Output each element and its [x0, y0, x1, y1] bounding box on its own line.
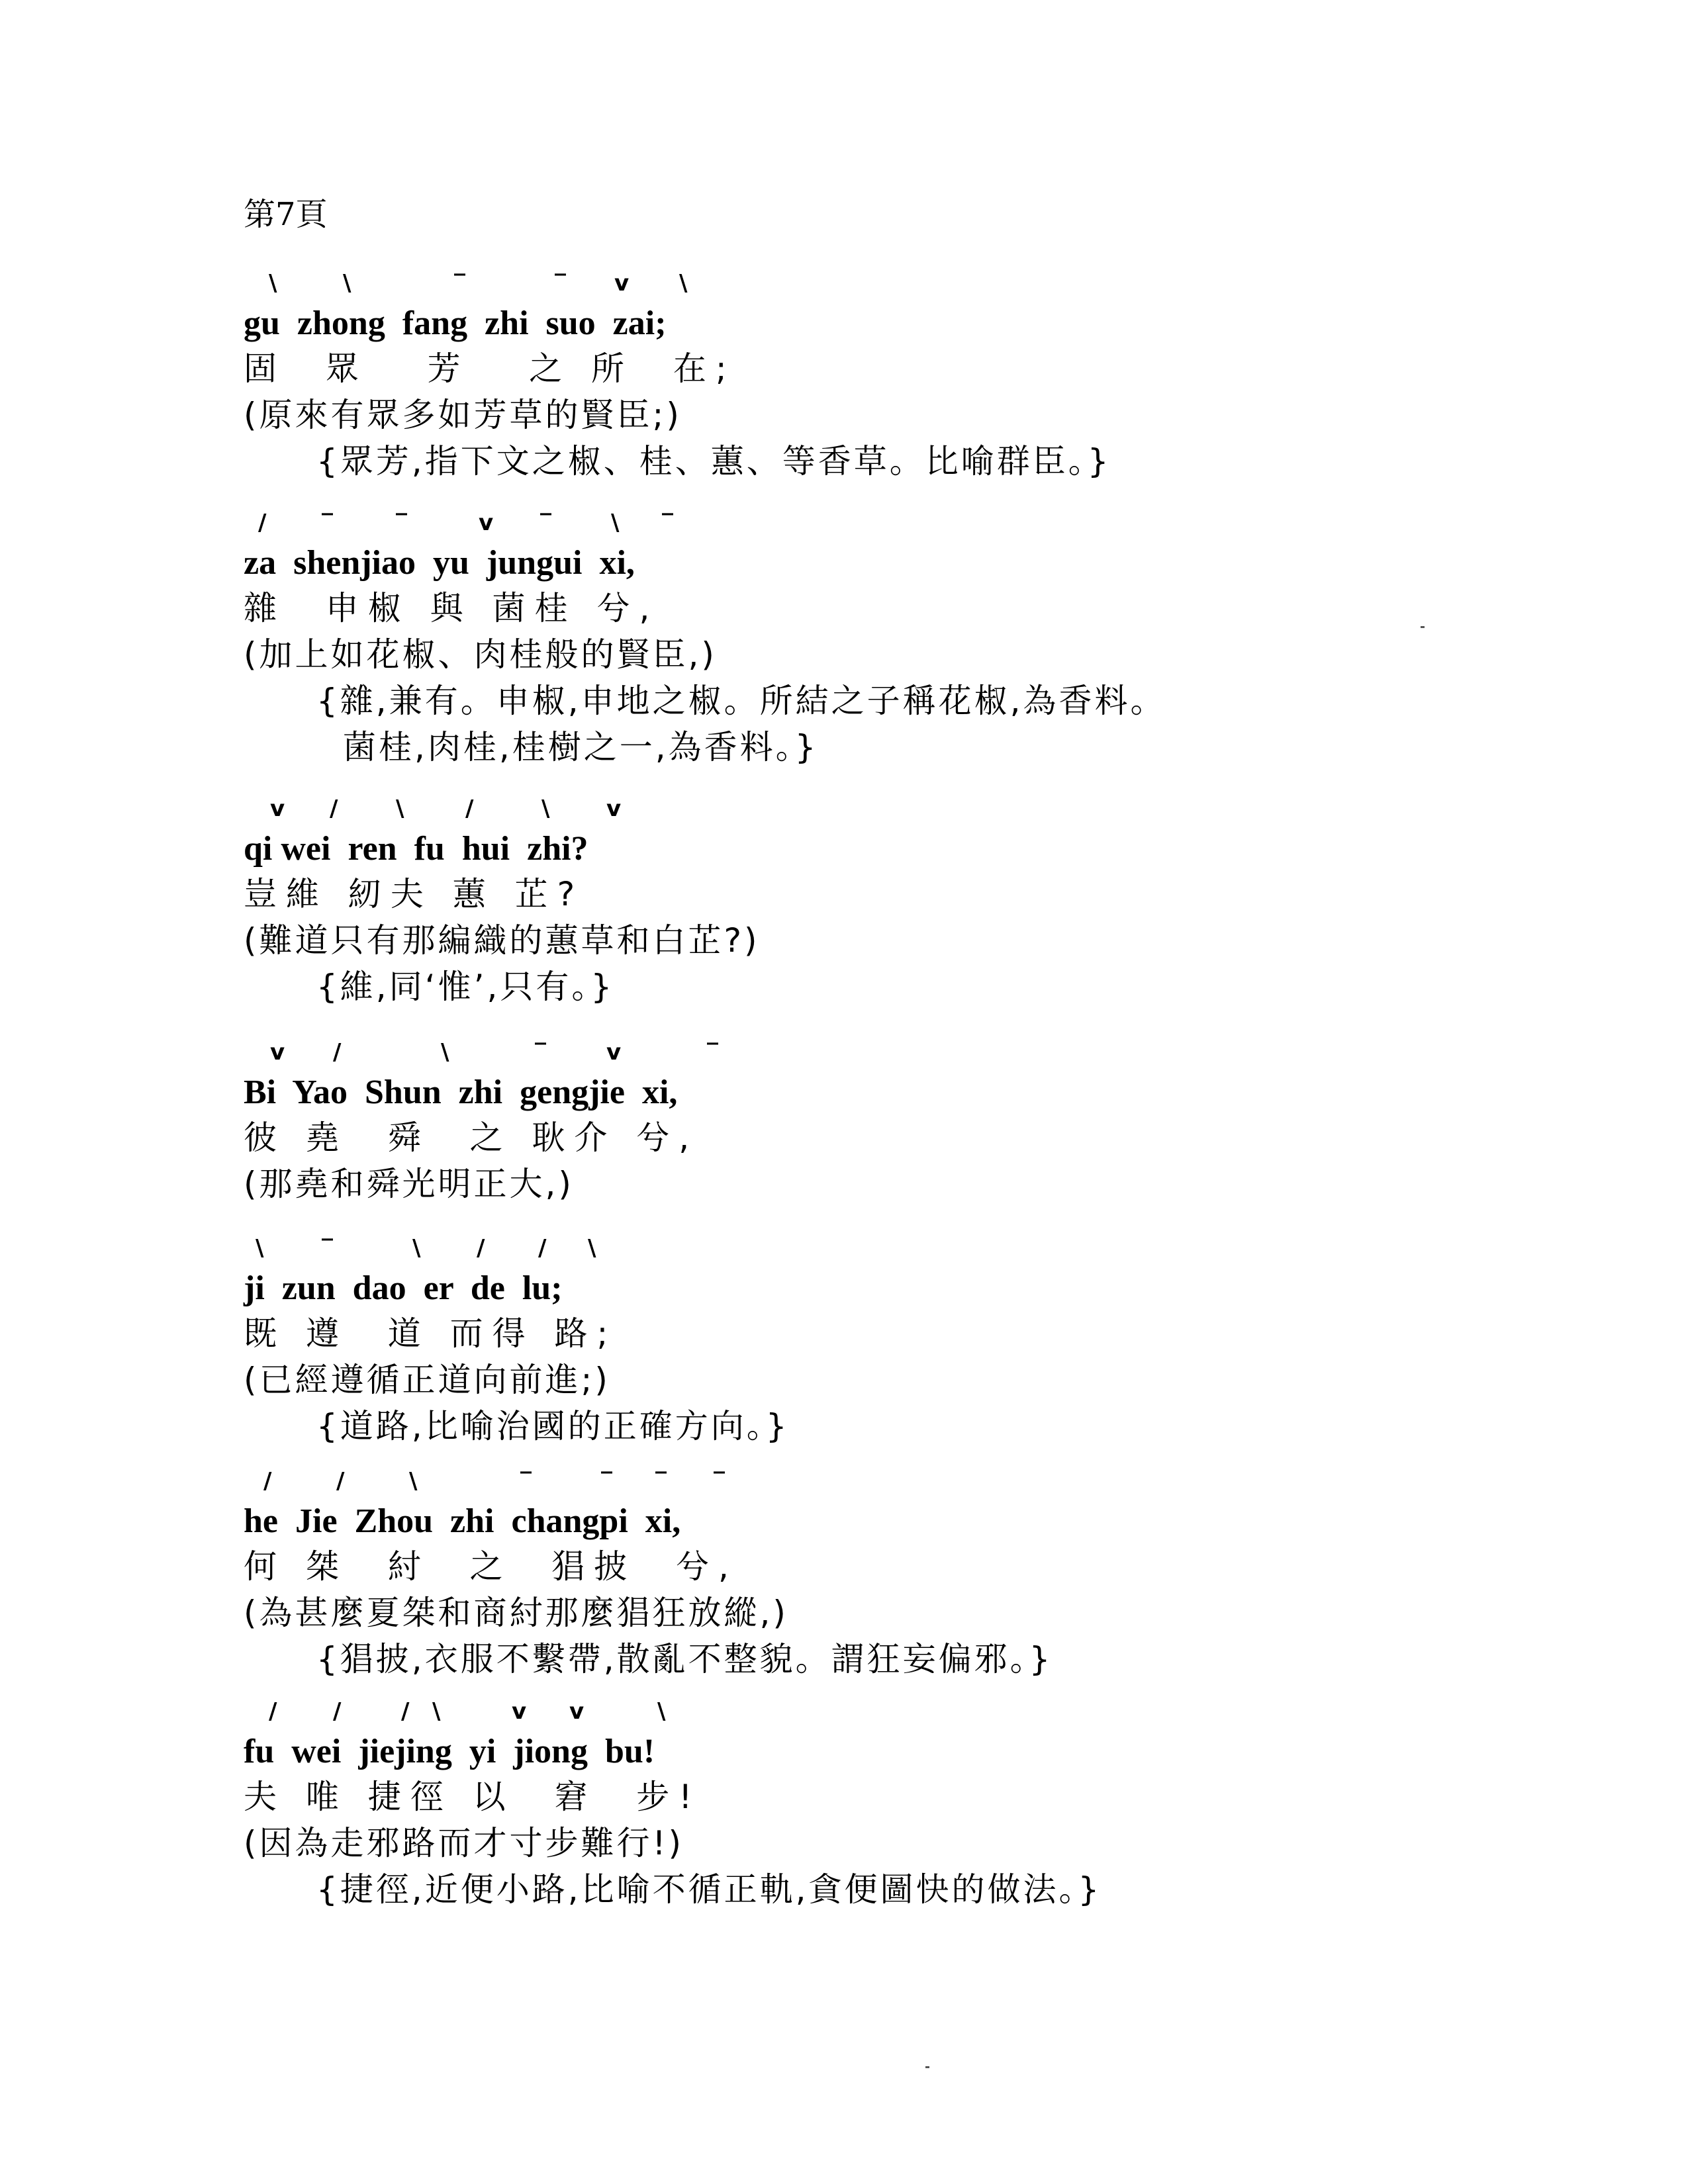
pinyin-line: gu zhong fang zhi suo zai; [244, 304, 667, 342]
hanzi-line: 固 眾 芳 之 所 在; [244, 349, 736, 388]
hanzi-line: 既 遵 道 而得 路; [244, 1314, 618, 1353]
stanza-6 [244, 1463, 1501, 1682]
pinyin-line: he Jie Zhou zhi changpi xi, [244, 1502, 681, 1540]
tone-marks: v / \ ‾ v ‾ [270, 1039, 718, 1066]
tone-marks: / ‾ ‾ v ‾ \ ‾ [258, 510, 673, 536]
tone-marks: v / \ / \ v [270, 796, 622, 822]
annotation-note: {眾芳,指下文之椒、桂、蕙、等香草。比喻群臣。} [316, 442, 1111, 480]
translation-line: (難道只有那編織的蕙草和白芷?) [244, 921, 760, 960]
stanza-1 [244, 265, 1501, 484]
translation-line: (加上如花椒、肉桂般的賢臣,) [244, 635, 717, 674]
hanzi-line: 雜 申椒 與 菌桂 兮, [244, 589, 659, 627]
stanza-4 [244, 1034, 1501, 1207]
tone-marks: \ ‾ \ / / \ [256, 1235, 596, 1261]
translation-line: (為甚麼夏桀和商紂那麼猖狂放縱,) [244, 1594, 788, 1632]
hanzi-line: 夫 唯 捷徑 以 窘 步! [244, 1778, 702, 1816]
pinyin-line: fu wei jiejing yi jiong bu! [244, 1733, 655, 1770]
stanza-2 [244, 504, 1501, 770]
pinyin-line: qi wei ren fu hui zhi? [244, 830, 588, 868]
pinyin-line: Bi Yao Shun zhi gengjie xi, [244, 1073, 678, 1111]
hanzi-line: 彼 堯 舜 之 耿介 兮, [244, 1118, 699, 1157]
tone-marks: / / / \ v v \ [269, 1698, 666, 1725]
hanzi-line: 何 桀 紂 之 猖披 兮, [244, 1547, 738, 1586]
annotation-note: {維,同‘惟’,只有。} [316, 968, 615, 1006]
annotation-note: {雜,兼有。申椒,申地之椒。所結之子稱花椒,為香料。 [316, 682, 1166, 720]
hanzi-line: 豈維 紉夫 蕙 芷? [244, 875, 585, 913]
stanza-3 [244, 790, 1501, 1010]
annotation-note: {捷徑,近便小路,比喻不循正軌,貪便圖快的做法。} [316, 1870, 1102, 1909]
stanza-5 [244, 1230, 1501, 1449]
scan-speck [925, 2066, 929, 2068]
stanza-7 [244, 1693, 1501, 1913]
scan-speck [1421, 626, 1425, 628]
annotation-note: 菌桂,肉桂,桂樹之一,為香料。} [343, 728, 819, 766]
page-number: 第7頁 [244, 196, 328, 233]
tone-marks: \ \ ‾ ‾ v \ [269, 270, 688, 296]
translation-line: (已經遵循正道向前進;) [244, 1361, 610, 1399]
annotation-note: {道路,比喻治國的正確方向。} [316, 1407, 790, 1445]
pinyin-line: ji zun dao er de lu; [244, 1269, 563, 1307]
translation-line: (原來有眾多如芳草的賢臣;) [244, 396, 682, 434]
tone-marks: / / \ ‾ ‾ ‾ ‾ [263, 1468, 725, 1494]
translation-line: (因為走邪路而才寸步難行!) [244, 1824, 684, 1862]
pinyin-line: za shenjiao yu jungui xi, [244, 544, 635, 582]
annotation-note: {猖披,衣服不繫帶,散亂不整貌。謂狂妄偏邪。} [316, 1640, 1053, 1678]
translation-line: (那堯和舜光明正大,) [244, 1165, 574, 1203]
